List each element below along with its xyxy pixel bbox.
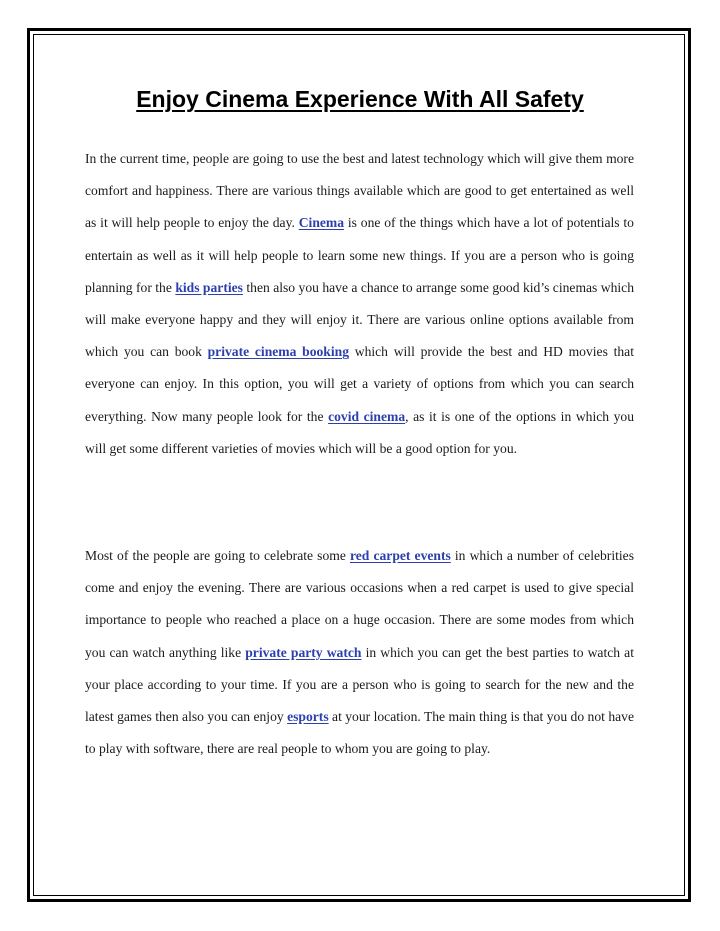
paragraph-text: in which a number of celebrities come and enjoy the evening. There are various occasions when a red carpet is used to give special importance to people who reached a place on a huge occasion. There are some modes from which you can watch anything like [85, 548, 634, 660]
cinema-link[interactable]: Cinema [298, 215, 345, 231]
paragraph-text: then also you have a chance to arrange some good kid’s cinemas which will make everyone happy and they will enjoy it. There are various online options available from which you can book [85, 279, 634, 360]
private-cinema-booking-link[interactable]: private cinema booking [207, 344, 350, 360]
covid-cinema-link[interactable]: covid cinema [328, 408, 406, 424]
paragraph-text: at your location. The main thing is that you do not have to play with software, there are real people to whom you are going to play. [85, 709, 634, 757]
page-title: Enjoy Cinema Experience With All Safety [136, 86, 584, 112]
paragraph-text: in which you can get the best parties to watch at your place according to your time. If you are a person who is going to search for the new and the latest games then also you can enjoy [85, 644, 634, 725]
private-party-watch-link[interactable]: private party watch [245, 644, 362, 660]
paragraph-2 [85, 540, 634, 765]
kids-parties-link[interactable]: kids parties [175, 279, 243, 295]
paragraph-text: , as it is one of the options in which you will get some different varieties of movies which will be a good option for you. [85, 408, 635, 456]
esports-link[interactable]: esports [287, 709, 329, 725]
paragraph-text: is one of the things which have a lot of potentials to entertain as well as it will help people to learn some new things. If you are a person who is going planning for the [85, 215, 634, 295]
paragraph-text: which will provide the best and HD movies that everyone can enjoy. In this option, you will get a variety of options from which you can search everything. Now many people look for the [85, 344, 634, 424]
paragraph-1 [85, 143, 634, 465]
red-carpet-events-link[interactable]: red carpet events [349, 548, 451, 563]
paragraph-text: In the current time, people are going to use the best and latest technology which will give them more comfort and happiness. There are various things available which are good to get entertained as well as it will help people to enjoy the day. [85, 151, 634, 231]
paragraph-text: Most of the people are going to celebrate some [85, 548, 350, 563]
